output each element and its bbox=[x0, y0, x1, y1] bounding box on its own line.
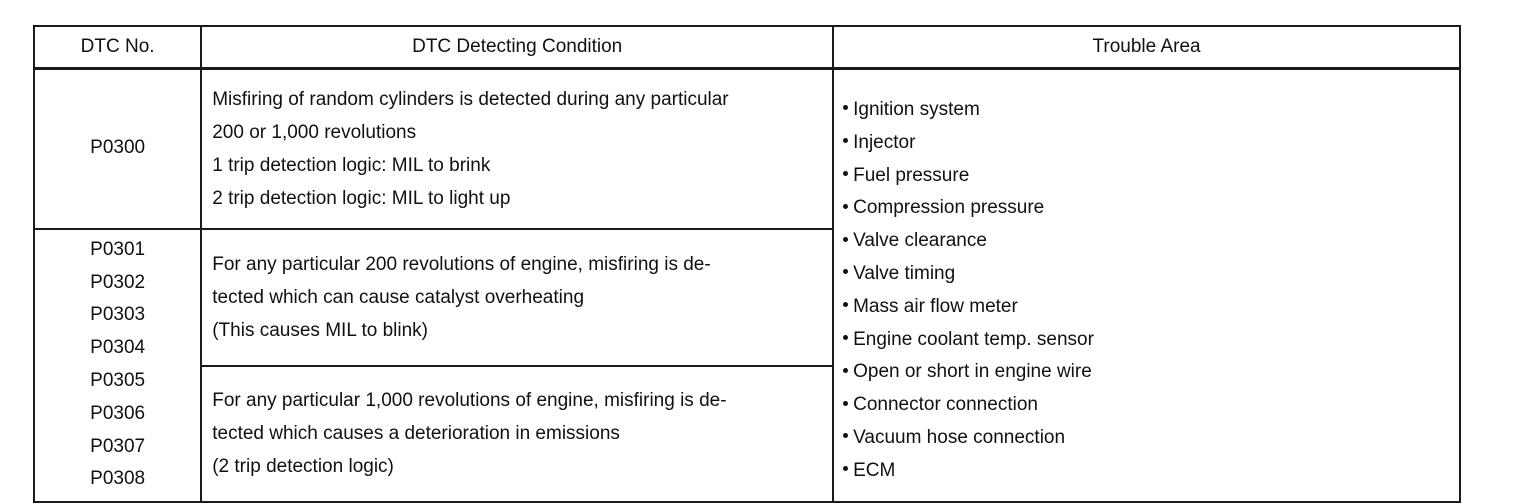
condition-line: tected which can cause catalyst overheating bbox=[212, 286, 585, 308]
condition-line: 2 trip detection logic: MIL to light up bbox=[212, 187, 511, 209]
dtc-code-p0300: P0300 bbox=[34, 69, 201, 229]
header-trouble-area: Trouble Area bbox=[833, 26, 1460, 69]
list-item bbox=[843, 94, 1459, 127]
trouble-area-list bbox=[833, 69, 1460, 502]
trouble-area-label: Compression pressure bbox=[853, 197, 1045, 219]
bullet-icon bbox=[843, 138, 848, 143]
bullet-icon bbox=[843, 237, 848, 242]
dtc-codes-cylinders bbox=[34, 229, 201, 502]
condition-line: Misfiring of random cylinders is detected during any particular bbox=[212, 88, 729, 110]
trouble-area-label: Mass air flow meter bbox=[853, 295, 1018, 317]
condition-line: For any particular 1,000 revolutions of engine, misfiring is de- bbox=[212, 390, 727, 411]
list-item bbox=[843, 160, 1459, 193]
condition-line: 200 or 1,000 revolutions bbox=[212, 121, 417, 143]
trouble-area-label: Open or short in engine wire bbox=[853, 361, 1092, 383]
bullet-icon bbox=[843, 401, 848, 406]
list-item bbox=[843, 356, 1459, 389]
list-item bbox=[843, 389, 1459, 422]
bullet-icon bbox=[843, 269, 848, 274]
dtc-code: P0307 bbox=[90, 435, 146, 457]
dtc-table bbox=[33, 25, 1461, 503]
list-item bbox=[843, 324, 1459, 357]
dtc-code: P0308 bbox=[90, 468, 146, 490]
table-row bbox=[34, 69, 1460, 229]
header-detecting-condition: DTC Detecting Condition bbox=[201, 26, 833, 69]
condition-line: (This causes MIL to blink) bbox=[212, 319, 428, 341]
condition-p0300 bbox=[201, 69, 833, 229]
list-item bbox=[843, 291, 1459, 324]
dtc-code: P0305 bbox=[90, 370, 146, 391]
condition-line: For any particular 200 revolutions of engine, misfiring is de- bbox=[212, 253, 711, 275]
dtc-code: P0304 bbox=[90, 337, 146, 359]
dtc-code: P0301 bbox=[90, 238, 146, 260]
bullet-icon bbox=[843, 433, 848, 438]
trouble-area-label: Connector connection bbox=[853, 394, 1038, 416]
dtc-code: P0302 bbox=[90, 271, 146, 293]
dtc-code: P0303 bbox=[90, 304, 146, 326]
condition-line: (2 trip detection logic) bbox=[212, 456, 394, 477]
trouble-area-label: Injector bbox=[853, 131, 916, 153]
condition-line: 1 trip detection logic: MIL to brink bbox=[212, 154, 491, 176]
bullet-icon bbox=[843, 105, 848, 110]
condition-200-revolutions bbox=[201, 229, 833, 366]
list-item bbox=[843, 127, 1459, 160]
bullet-icon bbox=[843, 335, 848, 340]
list-item bbox=[843, 422, 1459, 455]
trouble-area-label: Vacuum hose connection bbox=[853, 426, 1066, 448]
trouble-area-label: Valve timing bbox=[853, 262, 956, 284]
list-item bbox=[843, 455, 1459, 488]
bullet-icon bbox=[843, 302, 848, 307]
dtc-code: P0306 bbox=[90, 402, 146, 424]
condition-line: tected which causes a deterioration in emissions bbox=[212, 423, 620, 444]
bullet-icon bbox=[843, 171, 848, 176]
bullet-icon bbox=[843, 204, 848, 209]
bullet-icon bbox=[843, 466, 848, 471]
list-item bbox=[843, 192, 1459, 225]
trouble-area-label: ECM bbox=[853, 459, 896, 481]
trouble-area-label: Valve clearance bbox=[853, 230, 987, 252]
trouble-area-label: Fuel pressure bbox=[853, 164, 970, 186]
bullet-icon bbox=[843, 368, 848, 373]
header-row bbox=[34, 26, 1460, 69]
list-item bbox=[843, 258, 1459, 291]
trouble-area-label: Engine coolant temp. sensor bbox=[853, 328, 1094, 350]
condition-1000-revolutions bbox=[201, 366, 833, 502]
trouble-area-label: Ignition system bbox=[853, 99, 980, 120]
header-dtc-no: DTC No. bbox=[34, 26, 201, 69]
list-item bbox=[843, 225, 1459, 258]
